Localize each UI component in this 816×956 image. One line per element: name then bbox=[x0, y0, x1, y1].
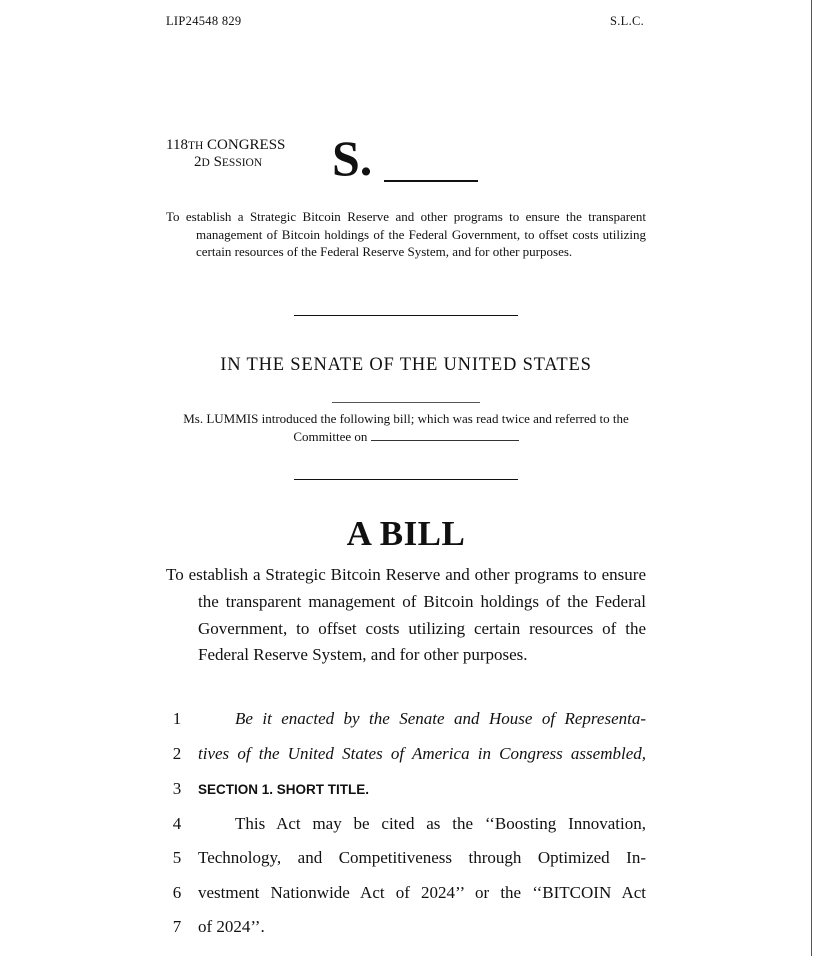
long-purpose: To establish a Strategic Bitcoin Reserve and other programs to ensure the transparent management of Bitcoin holdings of the Federal Government, to offset costs utilizing certain resources of the Federal Reserve System, and for other purposes. bbox=[166, 565, 646, 665]
line-number: 5 bbox=[172, 848, 182, 867]
slc-label: S.L.C. bbox=[610, 14, 645, 28]
enacting-clause-line: tives of the United States of America in Congress assembled, bbox=[198, 744, 646, 763]
body-line: of 2024’’. bbox=[198, 917, 265, 936]
line-number: 4 bbox=[172, 814, 182, 833]
divider-short bbox=[332, 402, 480, 403]
body-line: Technology, and Competitiveness through Optimized In- bbox=[198, 848, 646, 867]
committee-blank bbox=[371, 428, 519, 441]
short-purpose: To establish a Strategic Bitcoin Reserve and other programs to ensure the transparent management of Bitcoin holdings of the Federal Government, to offset costs utilizing certain resources of the Federal Reserve System, and for other purposes. bbox=[166, 209, 646, 259]
bill-number: S. bbox=[332, 130, 373, 186]
body-line: This Act may be cited as the ‘‘Boosting Innovation, bbox=[235, 814, 646, 833]
page-edge-border bbox=[811, 0, 812, 956]
enacting-clause-line: Be it enacted by the Senate and House of Representa- bbox=[235, 709, 646, 728]
congress-line: 118TH CONGRESS bbox=[166, 137, 286, 153]
bill-title: A BILL bbox=[346, 514, 466, 553]
document-id: LIP24548 829 bbox=[166, 14, 242, 28]
line-number: 6 bbox=[172, 883, 182, 902]
section-heading: SECTION 1. SHORT TITLE. bbox=[198, 782, 370, 797]
congress-session-block bbox=[166, 137, 285, 171]
line-number: 1 bbox=[172, 709, 182, 728]
bill-number-blank bbox=[384, 180, 478, 182]
line-number: 3 bbox=[172, 779, 182, 798]
divider-rule bbox=[294, 315, 518, 316]
senate-heading: IN THE SENATE OF THE UNITED STATES bbox=[220, 355, 592, 375]
body-line: vestment Nationwide Act of 2024’’ or the ‘‘BITCOIN Act bbox=[198, 883, 646, 902]
line-number: 2 bbox=[172, 744, 182, 763]
line-number: 7 bbox=[172, 917, 182, 936]
session-line: 2D SESSION bbox=[194, 154, 263, 170]
divider-rule-2 bbox=[294, 479, 518, 480]
introduction: Ms. LUMMIS introduced the following bill; which was read twice and referred to the Committee on bbox=[183, 411, 629, 444]
